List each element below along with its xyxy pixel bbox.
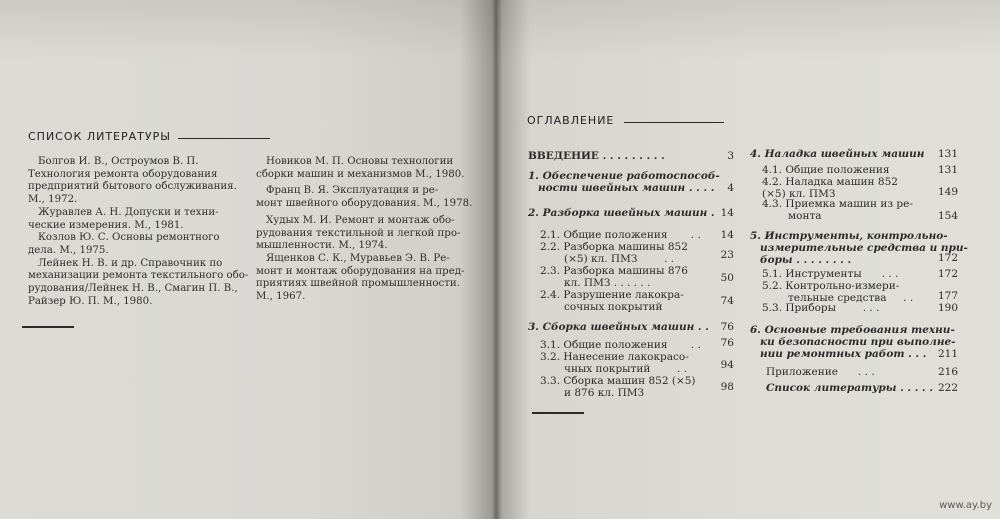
bibliography-column-1 [28, 156, 248, 308]
toc-page: 190 [937, 302, 958, 314]
bib-line: рудования/Лейнек Н. В., Смагин П. В., [28, 283, 238, 295]
toc-page: 222 [937, 382, 958, 394]
bib-entry [28, 156, 248, 207]
contents-heading: ОГЛАВЛЕНИЕ [527, 114, 615, 127]
toc-intro: ВВЕДЕНИЕ . . . . . . . . . [528, 150, 665, 162]
end-rule [22, 326, 74, 328]
toc-section: 5.2. Контрольно-измери- [762, 280, 900, 292]
toc-section-cont: и 876 кл. ПМЗ [564, 387, 645, 399]
end-rule [532, 412, 584, 414]
bib-line: мышленности. М., 1974. [256, 240, 388, 252]
bib-line: Франц В. Я. Эксплуатация и ре- [266, 185, 439, 197]
toc-section: 5.1. Инструменты . . . [762, 268, 899, 280]
bib-line: монт швейного оборудования. М., 1978. [256, 198, 473, 210]
toc-page: 14 [720, 229, 734, 241]
toc-page: 216 [937, 366, 958, 378]
toc-section-cont: кл. ПМЗ . . . . . . [564, 277, 651, 289]
bib-line: рудования текстильной и легкой про- [256, 227, 461, 239]
toc-section-cont: (×5) кл. ПМЗ . . [564, 253, 675, 265]
toc-page: 94 [720, 359, 734, 371]
bib-line: ческие измерения. М., 1981. [28, 219, 184, 231]
toc-section: 4.2. Наладка машин 852 [762, 176, 898, 188]
bib-line: Худых М. И. Ремонт и монтаж обо- [266, 214, 455, 226]
bibliography-column-2 [256, 156, 472, 304]
toc-chapter-5: 5. Инструменты, контрольно- [750, 230, 948, 242]
toc-chapter-6: 6. Основные требования техни- [750, 324, 955, 336]
toc-chapter-4: 4. Наладка швейных машин [750, 148, 925, 160]
toc-section: 2.1. Общие положения . . [540, 229, 701, 241]
right-page [500, 0, 1000, 519]
toc-chapter-1: 1. Обеспечение работоспособ- [528, 170, 720, 182]
bib-line: приятиях швейной промышленности. [256, 278, 460, 290]
heading-rule [178, 138, 270, 139]
toc-page: 4 [727, 182, 734, 194]
heading-rule [624, 122, 724, 123]
toc-section: 2.3. Разборка машины 876 [540, 265, 688, 277]
toc-page: 50 [720, 272, 734, 284]
toc-section: 2.4. Разрушение лакокра- [540, 289, 684, 301]
bib-entry [28, 258, 248, 309]
bib-line: Лейнек Н. В. и др. Справочник по [38, 257, 223, 269]
toc-page: 149 [937, 186, 958, 198]
toc-page: 177 [937, 290, 958, 302]
bib-line: сборки машин и механизмов М., 1980. [256, 168, 465, 180]
toc-chapter-2: 2. Разборка швейных машин . [528, 207, 715, 219]
toc-bibliography: Список литературы . . . . . [766, 382, 934, 394]
bibliography-heading: СПИСОК ЛИТЕРАТУРЫ [28, 130, 171, 143]
bib-entry [256, 185, 472, 210]
toc-chapter-6-cont: ки безопасности при выполне- [760, 336, 956, 348]
toc-section-cont: (×5) кл. ПМЗ [762, 188, 836, 200]
toc-section: 3.1. Общие положения . . [540, 339, 701, 351]
bib-line: дела. М., 1975. [28, 244, 109, 256]
toc-section: 4.3. Приемка машин из ре- [762, 198, 913, 210]
bib-line: Болгов И. В., Остроумов В. П. [38, 156, 199, 167]
bib-entry [256, 253, 472, 304]
toc-page: 76 [720, 337, 734, 349]
toc-section: 3.3. Сборка машин 852 (×5) [540, 375, 696, 387]
toc-page: 172 [937, 268, 958, 280]
toc-page: 211 [937, 348, 958, 360]
toc-page: 23 [720, 249, 734, 261]
bib-line: Журавлев А. Н. Допуски и техни- [38, 206, 219, 218]
toc-page: 154 [937, 210, 958, 222]
toc-page: 74 [720, 295, 734, 307]
toc-appendix: Приложение . . . [766, 366, 875, 378]
toc-chapter-1-cont: ности швейных машин . . . . [538, 182, 715, 194]
toc-page: 14 [720, 207, 734, 219]
toc-section: 4.1. Общие положения [762, 164, 890, 176]
bib-entry [256, 215, 472, 253]
bib-line: Технология ремонта оборудования [28, 168, 218, 180]
toc-chapter-5-cont: боры . . . . . . . . [760, 254, 852, 266]
bib-line: М., 1972. [28, 194, 78, 206]
watermark: www.ay.by [939, 500, 992, 511]
bib-line: Новиков М. П. Основы технологии [266, 156, 454, 167]
toc-chapter-6-cont: нии ремонтных работ . . . [760, 348, 927, 360]
toc-chapter-5-cont: измерительные средства и при- [760, 242, 968, 254]
bib-line: Райзер Ю. П. М., 1980. [28, 295, 153, 307]
toc-page: 98 [720, 381, 734, 393]
bib-entry [256, 156, 472, 181]
toc-page: 76 [720, 321, 734, 333]
bib-line: механизации ремонта текстильного обо- [28, 270, 249, 282]
bib-line: Ященков С. К., Муравьев Э. В. Ре- [266, 252, 450, 264]
toc-section-cont: сочных покрытий [564, 301, 663, 313]
toc-section-cont: монта [788, 210, 822, 222]
toc-page: 3 [727, 150, 734, 162]
bib-entry [28, 207, 248, 232]
bib-line: М., 1967. [256, 291, 306, 303]
toc-section-cont: тельные средства . . [788, 292, 914, 304]
toc-section-cont: чных покрытий . . [564, 363, 688, 375]
toc-section: 2.2. Разборка машины 852 [540, 241, 688, 253]
toc-section: 5.3. Приборы . . . [762, 302, 880, 314]
toc-page: 131 [937, 148, 958, 160]
left-page [0, 0, 490, 519]
toc-page: 131 [937, 164, 958, 176]
toc-section: 3.2. Нанесение лакокрасо- [540, 351, 689, 363]
bib-line: предприятий бытового обслуживания. [28, 181, 237, 193]
bib-line: монт и монтаж оборудования на пред- [256, 265, 465, 277]
bib-entry [28, 232, 248, 257]
toc-page: 172 [937, 252, 958, 264]
toc-chapter-3: 3. Сборка швейных машин . . [528, 321, 709, 333]
bib-line: Козлов Ю. С. Основы ремонтного [38, 232, 220, 244]
